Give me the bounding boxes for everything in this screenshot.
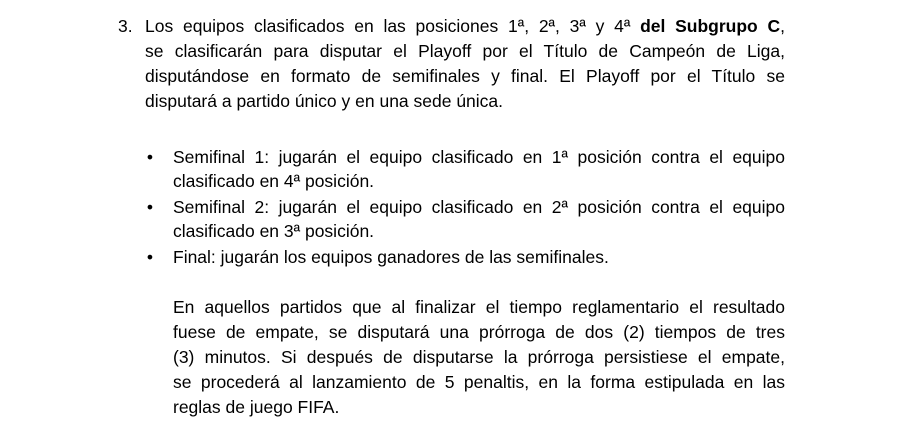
paragraph-line: disputará a partido único y en una sede única. bbox=[145, 91, 504, 111]
bullet-text bbox=[173, 195, 785, 243]
bullet-item-semifinal-1 bbox=[145, 145, 785, 193]
bullet-line: Semifinal 1: jugarán el equipo clasificado en 1ª posición contra el equipo bbox=[173, 147, 785, 167]
paragraph-line: se clasificarán para disputar el Playoff por el Título de Campeón de Liga, bbox=[145, 41, 785, 61]
paragraph-line: disputándose en formato de semifinales y final. El Playoff por el Título se bbox=[145, 66, 785, 86]
paragraph-line: reglas de juego FIFA. bbox=[173, 397, 340, 417]
bullet-icon: • bbox=[146, 247, 154, 267]
bullet-text bbox=[173, 245, 785, 269]
paragraph-line bbox=[145, 14, 785, 39]
paragraph-line: se procederá al lanzamiento de 5 penaltis, en la forma estipulada en las bbox=[173, 372, 785, 392]
bullet-line: clasificado en 4ª posición. bbox=[173, 171, 375, 191]
paragraph-line: fuese de empate, se disputará una prórroga de dos (2) tiempos de tres bbox=[173, 322, 785, 342]
item-paragraph bbox=[145, 14, 785, 114]
bullet-text bbox=[173, 145, 785, 193]
bullet-line: Final: jugarán los equipos ganadores de las semifinales. bbox=[173, 247, 609, 267]
bullet-item-final bbox=[145, 245, 785, 269]
paragraph-text: , bbox=[780, 16, 785, 36]
bullet-icon: • bbox=[146, 197, 154, 217]
bullet-line: clasificado en 3ª posición. bbox=[173, 221, 375, 241]
list-item-number: 3. bbox=[118, 16, 133, 36]
paragraph-line: (3) minutos. Si después de disputarse la prórroga persistiese el empate, bbox=[173, 347, 785, 367]
bullet-icon: • bbox=[146, 147, 154, 167]
bullet-line: Semifinal 2: jugarán el equipo clasificado en 2ª posición contra el equipo bbox=[173, 197, 785, 217]
extra-time-paragraph bbox=[173, 295, 785, 420]
paragraph-line: En aquellos partidos que al finalizar el tiempo reglamentario el resultado bbox=[173, 297, 785, 317]
bullet-item-semifinal-2 bbox=[145, 195, 785, 243]
match-bullet-list bbox=[145, 145, 785, 271]
subgroup-emphasis: del Subgrupo C bbox=[640, 16, 781, 36]
paragraph-text: Los equipos clasificados en las posiciones 1ª, 2ª, 3ª y 4ª bbox=[145, 16, 641, 36]
